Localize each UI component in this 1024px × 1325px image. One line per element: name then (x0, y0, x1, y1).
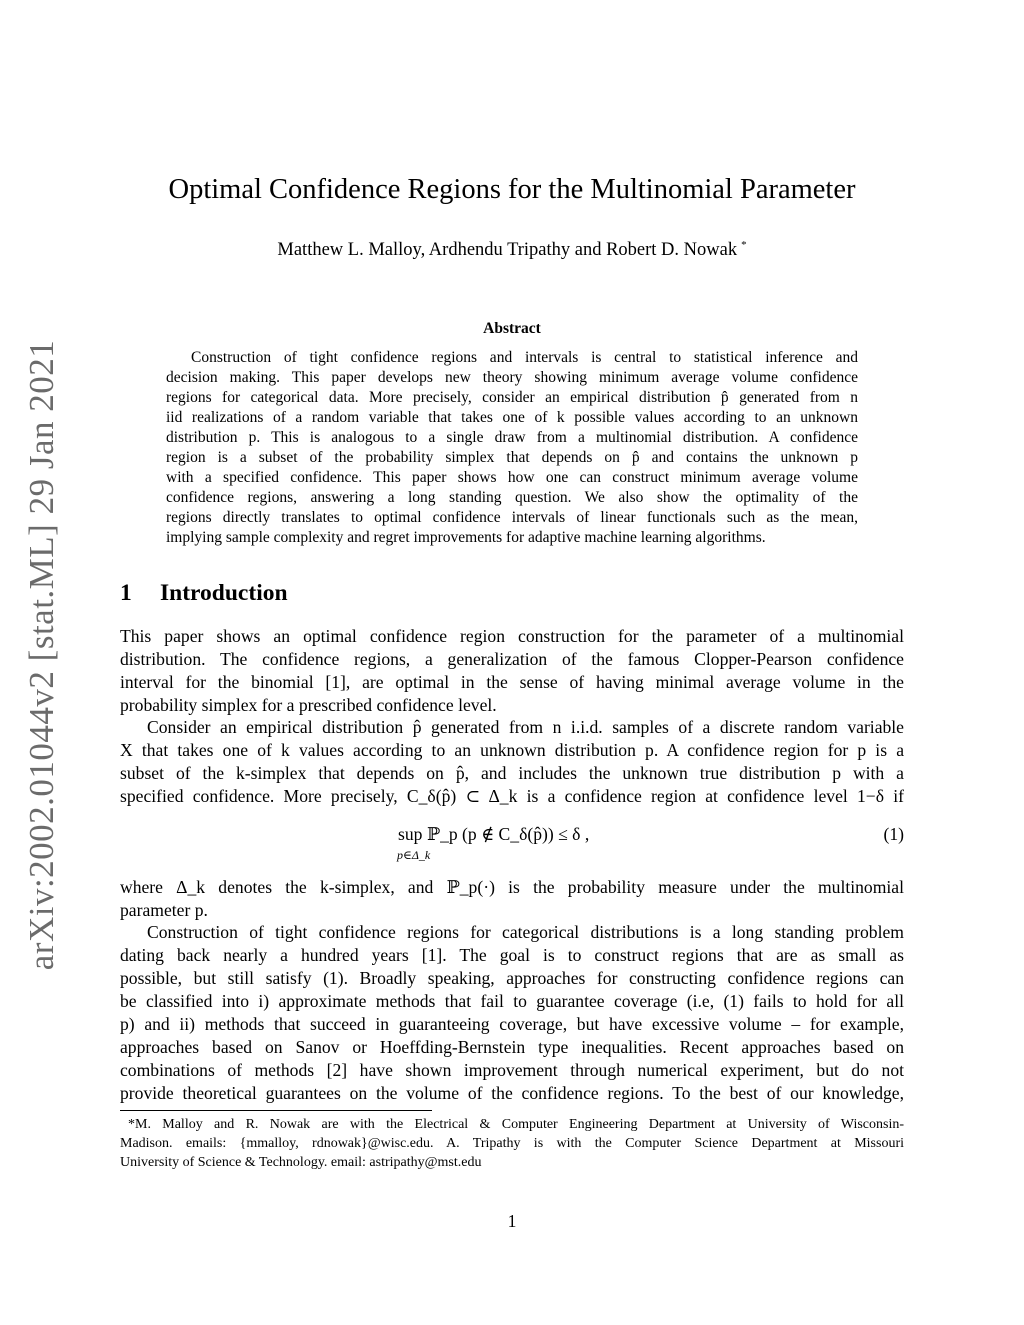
body-line: parameter p. (120, 900, 208, 920)
author-names: Matthew L. Malloy, Ardhendu Tripathy and Robert D. Nowak (277, 240, 738, 260)
equation-1 (397, 823, 590, 862)
equation-subscript: p∈Δ_k (397, 848, 431, 862)
abstract-line: distribution p. This is analogous to a single draw from a multinomial distribution. A confidence (166, 429, 858, 446)
footnote-divider (120, 1110, 432, 1111)
body-line-with-equation-reference[interactable]: be classified into i) approximate methods that fail to guarantee coverage (i.e, (1) fails to hold for all (120, 991, 904, 1011)
footnote-line: University of Science & Technology. email: astripathy@mst.edu (120, 1155, 482, 1170)
arxiv-identifier-stamp: arXiv:2002.01044v2 [stat.ML] 29 Jan 2021 (22, 339, 61, 971)
footnote-line: *M. Malloy and R. Nowak are with the Electrical & Computer Engineering Department at University of Wisconsin- (128, 1117, 904, 1132)
abstract-line: iid realizations of a random variable that takes one of k possible values according to an unknown (166, 409, 858, 426)
footnote-line: Madison. emails: {mmalloy, rdnowak}@wisc.edu. A. Tripathy is with the Computer Science Department at Missouri (120, 1136, 904, 1151)
body-line-with-citation[interactable]: combinations of methods [2] have shown improvement through numerical experiment, but do not (120, 1060, 904, 1080)
abstract-line: regions directly translates to optimal confidence intervals of linear functionals such as the mean, (166, 509, 858, 526)
section-number: 1 (120, 580, 132, 606)
body-line: Construction of tight confidence regions for categorical distributions is a long standing problem (147, 922, 904, 942)
body-line: subset of the k-simplex that depends on p̂, and includes the unknown true distribution p with a (120, 763, 904, 783)
body-line-with-equation-reference[interactable]: possible, but still satisfy (1). Broadly speaking, approaches for constructing confidence regions can (120, 968, 904, 988)
author-footnote-mark: * (741, 239, 747, 251)
body-line-with-citation[interactable]: dating back nearly a hundred years [1]. The goal is to construct regions that are as small as (120, 945, 904, 965)
body-line: Consider an empirical distribution p̂ generated from n i.i.d. samples of a discrete random variable (147, 717, 904, 737)
body-line: approaches based on Sanov or Hoeffding-Bernstein type inequalities. Recent approaches based on (120, 1037, 904, 1057)
equation-number: (1) (883, 824, 904, 844)
body-line: probability simplex for a prescribed confidence level. (120, 695, 497, 715)
page-number: 1 (507, 1211, 517, 1231)
abstract-line: with a specified confidence. This paper shows how one can construct minimum average volume (166, 469, 858, 486)
abstract-line: region is a subset of the probability simplex that depends on p̂ and contains the unknown p (166, 449, 858, 466)
equation-expression: sup ℙ_p (p ∉ C_δ(p̂)) ≤ δ , (398, 824, 590, 844)
body-line-with-citation[interactable]: interval for the binomial [1], are optimal in the sense of having minimal average volume in the (120, 672, 904, 692)
body-line: p) and ii) methods that succeed in guaranteeing coverage, but have excessive volume – for example, (120, 1014, 904, 1034)
body-line: provide theoretical guarantees on the volume of the confidence regions. To the best of our knowledge, (120, 1083, 904, 1103)
abstract-line: Construction of tight confidence regions and intervals is central to statistical inference and (191, 349, 858, 366)
body-line: where Δ_k denotes the k-simplex, and ℙ_p(·) is the probability measure under the multinomial (120, 877, 904, 897)
body-line: X that takes one of k values according to an unknown distribution p. A confidence region for p is a (120, 740, 904, 760)
abstract-line: regions for categorical data. More precisely, consider an empirical distribution p̂ generated from n (166, 389, 858, 406)
section-title: Introduction (160, 580, 288, 606)
section-heading (120, 578, 288, 608)
body-line: distribution. The confidence regions, a generalization of the famous Clopper-Pearson confidence (120, 649, 904, 669)
abstract-line: decision making. This paper develops new theory showing minimum average volume confidence (166, 369, 858, 386)
paper-title: Optimal Confidence Regions for the Multinomial Parameter (168, 174, 856, 205)
abstract-line: implying sample complexity and regret improvements for adaptive machine learning algorithms. (166, 529, 766, 546)
abstract-heading: Abstract (483, 320, 541, 337)
body-line: specified confidence. More precisely, C_δ(p̂) ⊂ Δ_k is a confidence region at confidence level 1−δ if (120, 786, 904, 806)
abstract-line: confidence regions, answering a long standing question. We also show the optimality of the (166, 489, 858, 506)
body-line: This paper shows an optimal confidence region construction for the parameter of a multinomial (120, 626, 904, 646)
author-list (120, 233, 904, 262)
